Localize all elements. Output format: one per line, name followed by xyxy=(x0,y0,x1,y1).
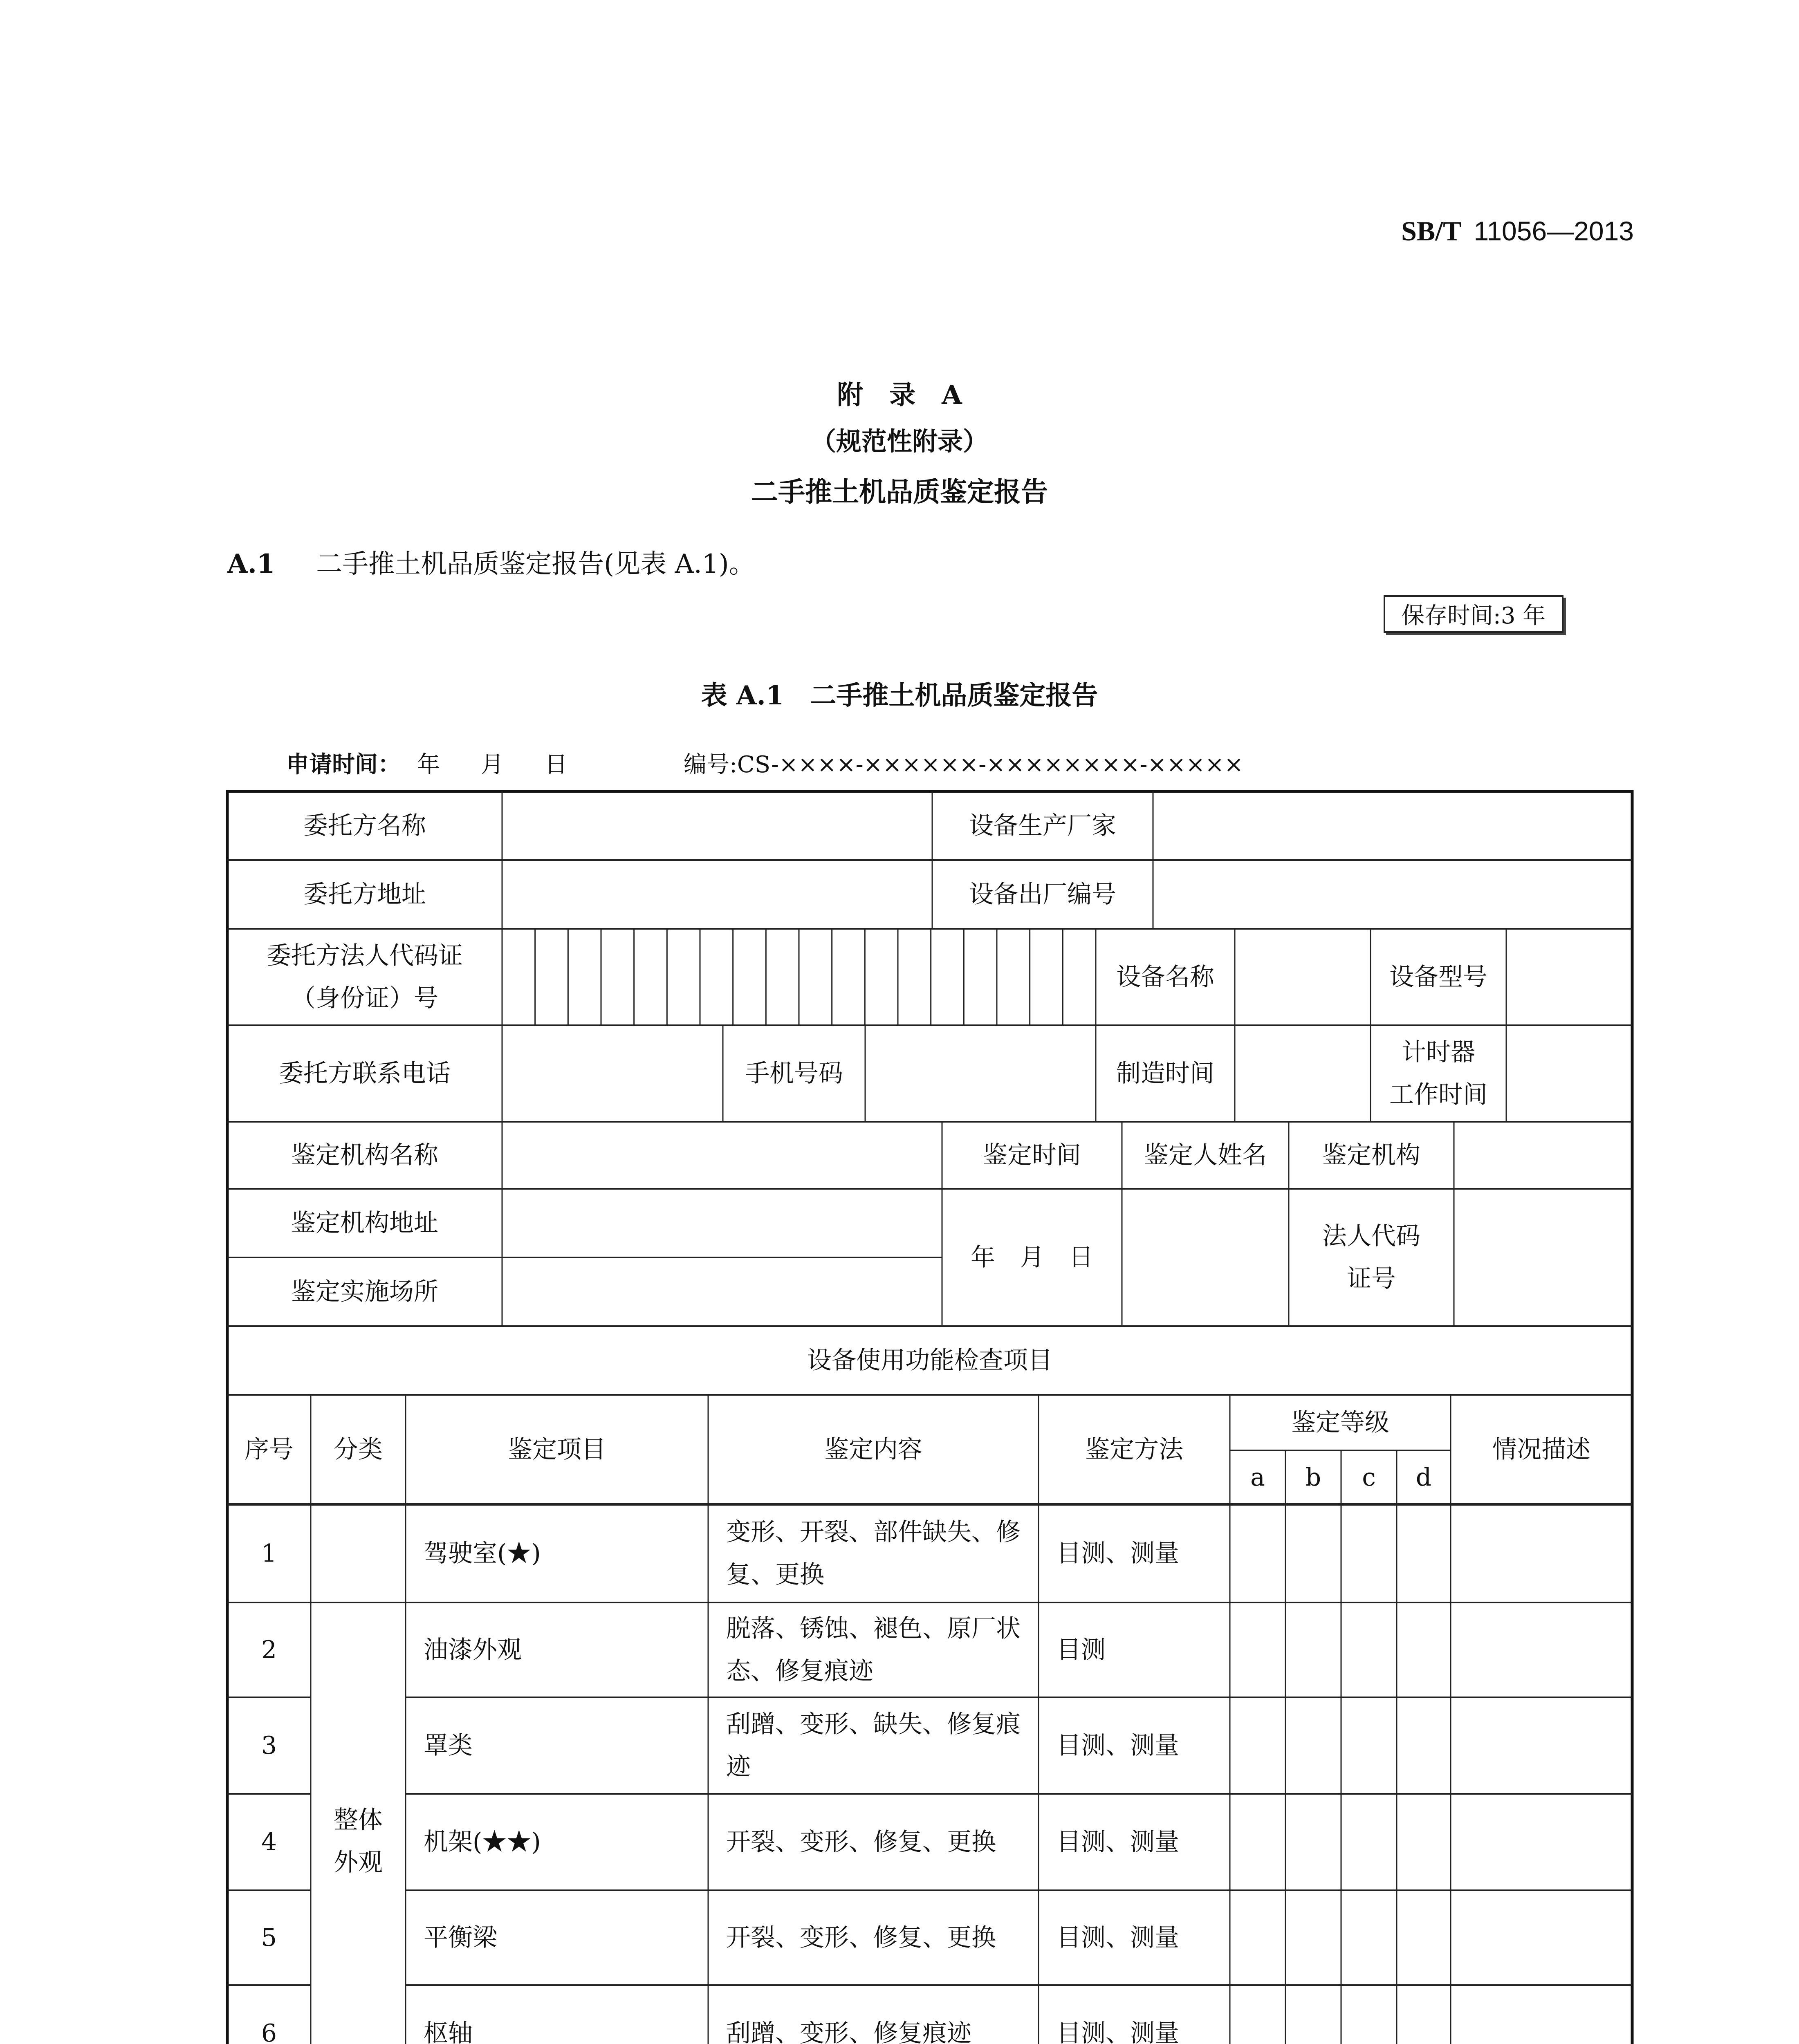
apply-month: 月 xyxy=(481,751,504,778)
grade-cell-c[interactable] xyxy=(1341,1602,1397,1697)
description-cell[interactable] xyxy=(1451,1602,1632,1697)
grade-cell-d[interactable] xyxy=(1397,1985,1451,2044)
label-client-id: 委托方法人代码证 （身份证）号 xyxy=(267,941,463,1013)
label-inst-address: 鉴定机构地址 xyxy=(291,1209,438,1237)
row-method: 目测、测量 xyxy=(1057,1828,1179,1856)
input-hour-meter[interactable] xyxy=(1506,1025,1632,1122)
input-client-name[interactable] xyxy=(502,791,932,860)
col-description: 情况描述 xyxy=(1492,1435,1590,1464)
row-seq: 6 xyxy=(261,2019,277,2044)
row-content: 开裂、变形、修复、更换 xyxy=(726,1828,996,1856)
grade-cell-b[interactable] xyxy=(1285,1794,1341,1890)
grade-cell-a[interactable] xyxy=(1230,1504,1285,1602)
clause-number: A.1 xyxy=(227,549,275,579)
row-method: 目测、测量 xyxy=(1057,1539,1179,1568)
row-method: 目测、测量 xyxy=(1057,2019,1179,2044)
row-content: 刮蹭、变形、缺失、修复痕迹 xyxy=(726,1710,1021,1781)
row-content: 开裂、变形、修复、更换 xyxy=(726,1923,996,1952)
grade-cell-d[interactable] xyxy=(1397,1504,1451,1602)
grade-cell-b[interactable] xyxy=(1285,1890,1341,1985)
appendix-heading: 二手推土机品质鉴定报告 xyxy=(751,476,1048,508)
label-client-name: 委托方名称 xyxy=(303,811,426,840)
input-manufacture-date[interactable] xyxy=(1235,1025,1371,1122)
apply-day: 日 xyxy=(545,751,568,778)
grade-cell-c[interactable] xyxy=(1341,1794,1397,1890)
row-item: 机架(★★) xyxy=(424,1828,541,1856)
label-client-phone: 委托方联系电话 xyxy=(279,1059,451,1088)
col-method: 鉴定方法 xyxy=(1085,1435,1183,1464)
row-seq: 5 xyxy=(261,1923,277,1952)
row-content: 脱落、锈蚀、褪色、原厂状态、修复痕迹 xyxy=(726,1614,1021,1685)
description-cell[interactable] xyxy=(1451,1985,1632,2044)
input-inst-name[interactable] xyxy=(502,1122,942,1189)
row-item: 平衡梁 xyxy=(424,1923,497,1952)
col-grade-c: c xyxy=(1362,1463,1376,1492)
label-institution: 鉴定机构 xyxy=(1322,1141,1420,1170)
appendix-title: 附 录 A xyxy=(837,380,962,410)
apply-date-label: 申请时间： xyxy=(286,751,401,778)
label-appraisal-time: 鉴定时间 xyxy=(983,1141,1081,1170)
grade-cell-a[interactable] xyxy=(1230,1697,1285,1794)
input-client-address[interactable] xyxy=(502,860,932,929)
appraisal-date[interactable]: 年 月 日 xyxy=(971,1243,1093,1272)
grade-cell-d[interactable] xyxy=(1397,1890,1451,1985)
col-seq: 序号 xyxy=(245,1435,294,1464)
col-grade: 鉴定等级 xyxy=(1291,1408,1389,1437)
label-equipment-name: 设备名称 xyxy=(1116,963,1214,991)
row-seq: 4 xyxy=(261,1828,277,1856)
col-grade-b: b xyxy=(1305,1463,1321,1492)
col-category: 分类 xyxy=(334,1435,383,1464)
label-mobile: 手机号码 xyxy=(745,1059,843,1088)
label-hour-meter: 计时器 工作时间 xyxy=(1389,1038,1487,1109)
input-legal-code[interactable] xyxy=(1454,1189,1632,1326)
retention-box: 保存时间:3 年 xyxy=(1384,595,1563,633)
label-client-address: 委托方地址 xyxy=(303,880,426,909)
label-manufacturer: 设备生产厂家 xyxy=(969,811,1116,840)
col-item: 鉴定项目 xyxy=(508,1435,606,1464)
grade-cell-b[interactable] xyxy=(1285,1697,1341,1794)
grade-cell-b[interactable] xyxy=(1285,1602,1341,1697)
clause-text: 二手推土机品质鉴定报告(见表 A.1)。 xyxy=(316,549,755,579)
row-method: 目测、测量 xyxy=(1057,1923,1179,1952)
apply-year: 年 xyxy=(417,751,440,778)
label-legal-code: 法人代码 证号 xyxy=(1322,1222,1420,1293)
standard-code-prefix: SB/T xyxy=(1401,215,1462,247)
row-content: 变形、开裂、部件缺失、修复、更换 xyxy=(726,1518,1021,1589)
input-institution[interactable] xyxy=(1454,1122,1632,1189)
col-content: 鉴定内容 xyxy=(824,1435,922,1464)
input-client-id-digits[interactable] xyxy=(502,929,1096,1025)
label-appraiser-name: 鉴定人姓名 xyxy=(1144,1141,1267,1170)
grade-cell-b[interactable] xyxy=(1285,1985,1341,2044)
col-grade-d: d xyxy=(1415,1463,1432,1492)
label-site: 鉴定实施场所 xyxy=(291,1278,438,1306)
row-item: 驾驶室(★) xyxy=(424,1539,541,1568)
row-content: 刮蹭、变形、修复痕迹 xyxy=(726,2019,971,2044)
input-client-phone[interactable] xyxy=(502,1025,723,1122)
label-manufacture-date: 制造时间 xyxy=(1116,1059,1214,1088)
col-grade-a: a xyxy=(1250,1463,1265,1492)
row-item: 枢轴 xyxy=(424,2019,473,2044)
grade-cell-a[interactable] xyxy=(1230,1602,1285,1697)
input-equipment-model[interactable] xyxy=(1506,929,1632,1025)
label-equipment-model: 设备型号 xyxy=(1389,963,1487,991)
label-factory-serial: 设备出厂编号 xyxy=(969,880,1116,909)
grade-cell-c[interactable] xyxy=(1341,1985,1397,2044)
inspection-section-title: 设备使用功能检查项目 xyxy=(807,1346,1052,1375)
grade-cell-a[interactable] xyxy=(1230,1890,1285,1985)
input-equipment-name[interactable] xyxy=(1235,929,1371,1025)
input-inst-address[interactable] xyxy=(502,1189,942,1257)
grade-cell-c[interactable] xyxy=(1341,1697,1397,1794)
grade-cell-d[interactable] xyxy=(1397,1697,1451,1794)
grade-cell-a[interactable] xyxy=(1230,1985,1285,2044)
appendix-subtitle: （规范性附录） xyxy=(810,426,988,456)
label-inst-name: 鉴定机构名称 xyxy=(291,1141,438,1170)
category-exterior: 整体 外观 xyxy=(334,1806,383,1877)
serial-number: 编号:CS-××××-××××××-××××××××-××××× xyxy=(684,751,1244,778)
row-item: 油漆外观 xyxy=(424,1636,522,1664)
row-seq: 2 xyxy=(261,1636,277,1664)
input-appraiser-name[interactable] xyxy=(1122,1189,1289,1326)
row-method: 目测、测量 xyxy=(1057,1731,1179,1760)
grade-cell-a[interactable] xyxy=(1230,1794,1285,1890)
row-seq: 3 xyxy=(261,1731,277,1760)
row-method: 目测 xyxy=(1057,1636,1106,1664)
grade-cell-b[interactable] xyxy=(1285,1504,1341,1602)
row-item: 罩类 xyxy=(424,1731,473,1760)
grade-cell-d[interactable] xyxy=(1397,1602,1451,1697)
description-cell[interactable] xyxy=(1451,1794,1632,1890)
input-factory-serial[interactable] xyxy=(1153,860,1632,929)
grade-cell-d[interactable] xyxy=(1397,1794,1451,1890)
input-mobile[interactable] xyxy=(865,1025,1096,1122)
description-cell[interactable] xyxy=(1451,1890,1632,1985)
table-caption: 表 A.1 二手推土机品质鉴定报告 xyxy=(701,680,1098,711)
input-site[interactable] xyxy=(502,1257,942,1326)
description-cell[interactable] xyxy=(1451,1504,1632,1602)
grade-cell-c[interactable] xyxy=(1341,1890,1397,1985)
description-cell[interactable] xyxy=(1451,1697,1632,1794)
input-manufacturer[interactable] xyxy=(1153,791,1632,860)
standard-code-number: 11056—2013 xyxy=(1474,216,1634,246)
grade-cell-c[interactable] xyxy=(1341,1504,1397,1602)
row-seq: 1 xyxy=(261,1539,277,1568)
